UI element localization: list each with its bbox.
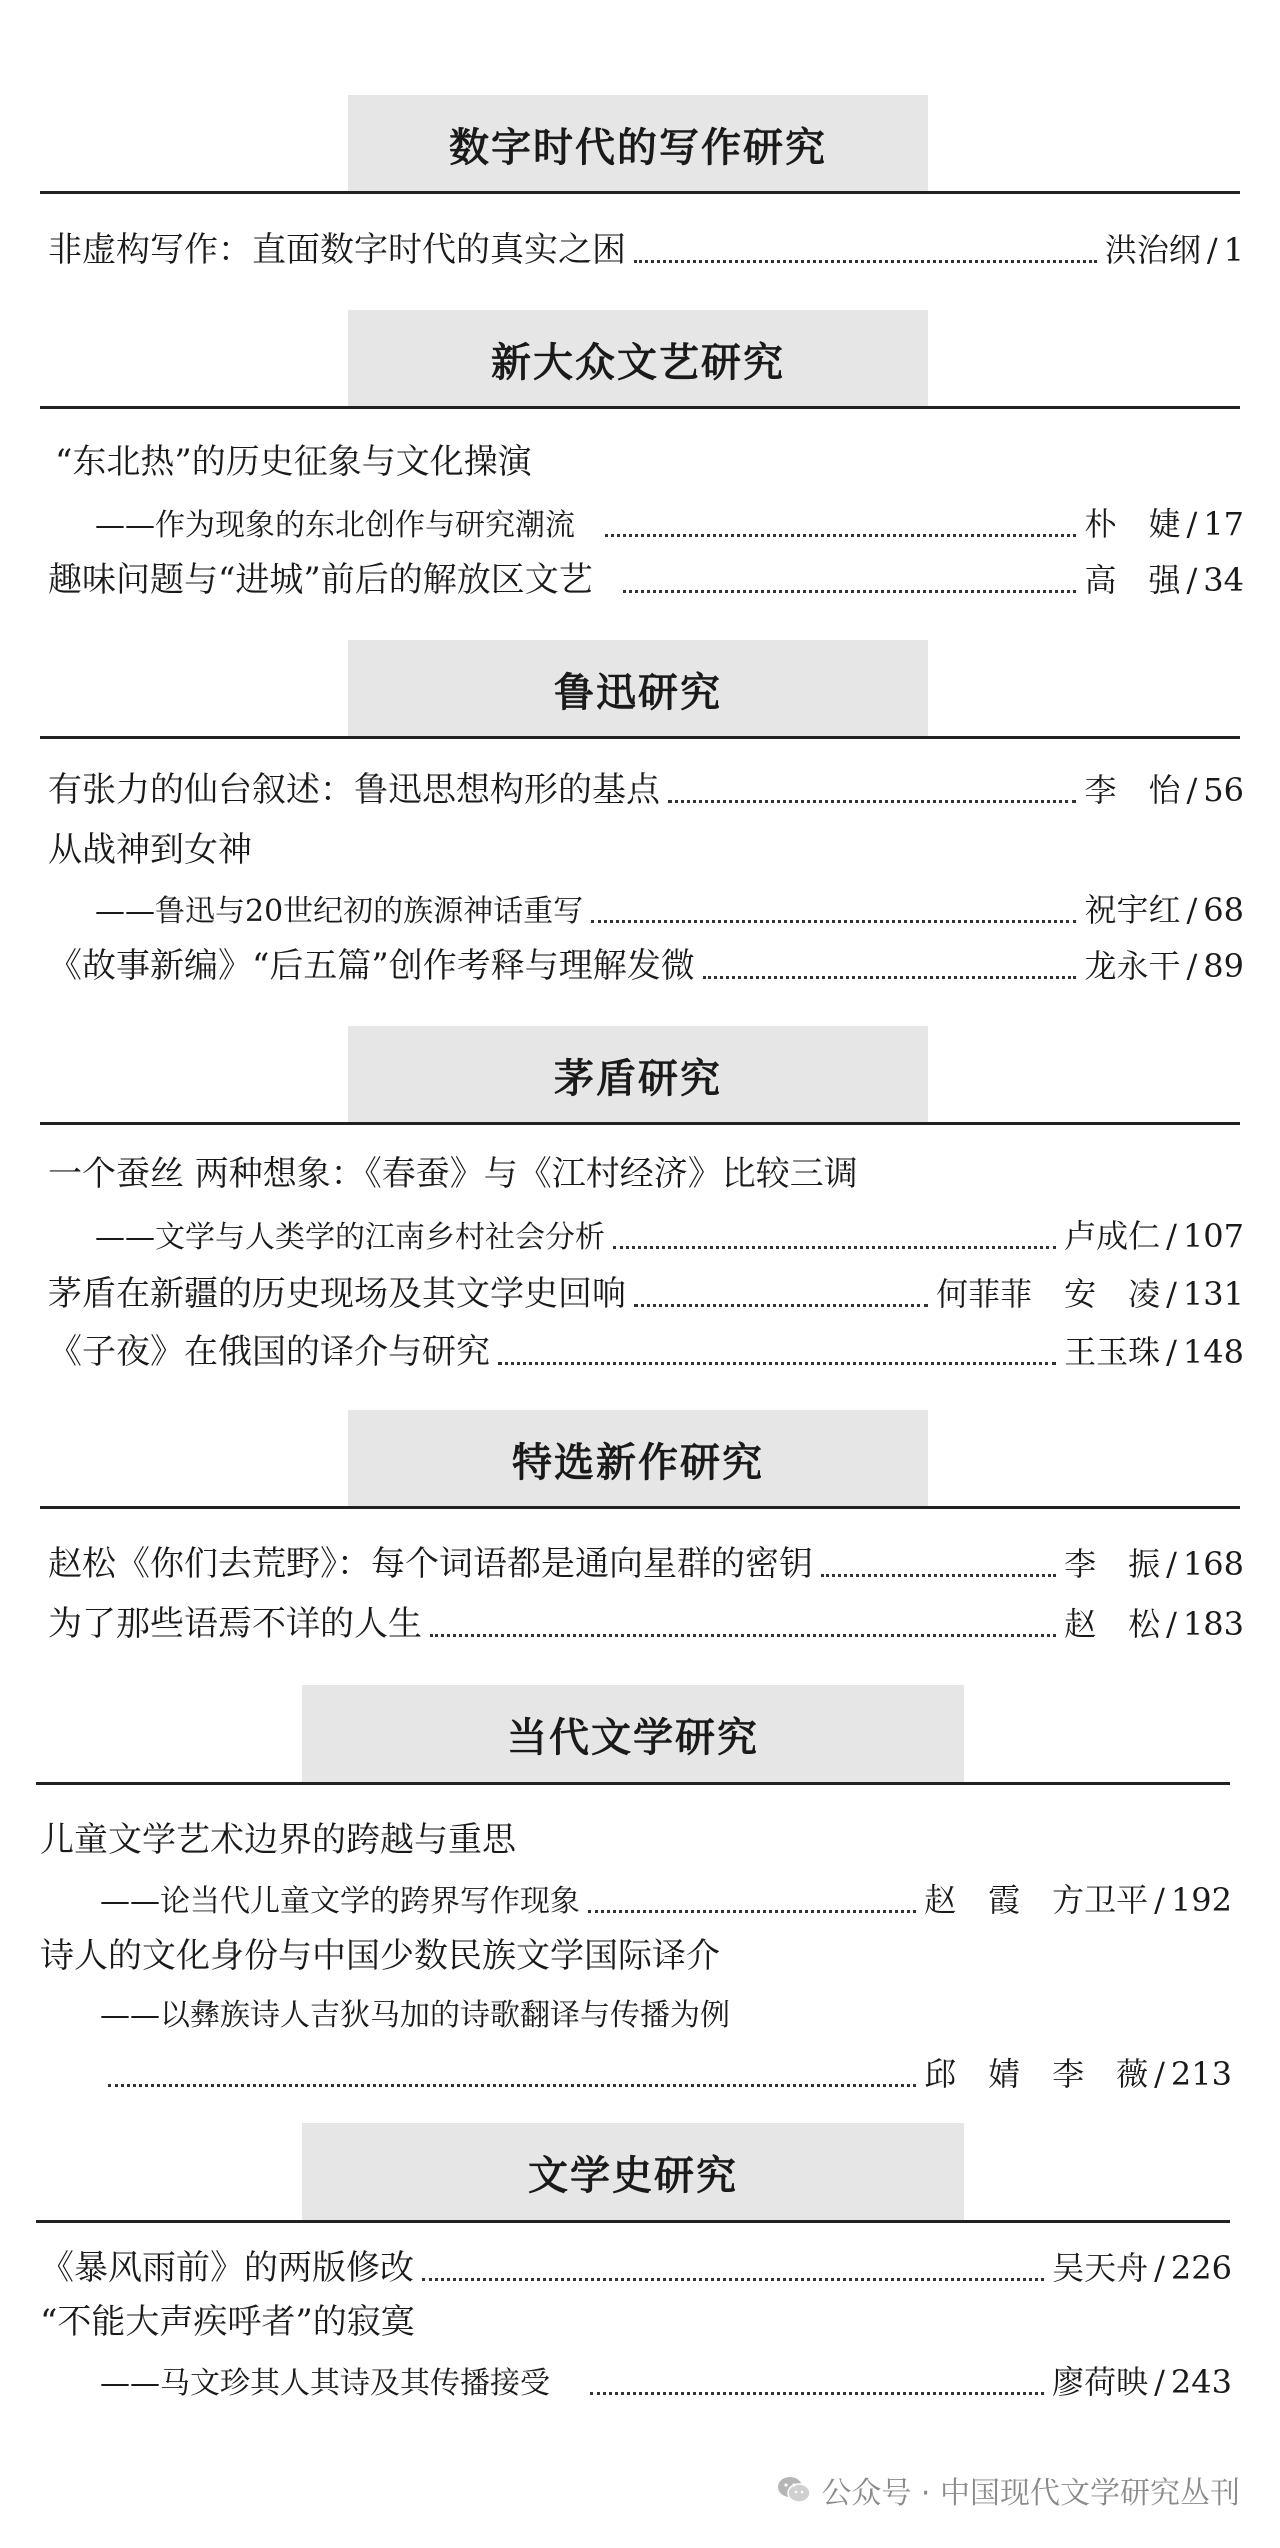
entry-page: 89 <box>1203 947 1244 985</box>
separator: / <box>1166 1333 1177 1371</box>
toc-entry[interactable] <box>48 1330 1244 1374</box>
section-rule <box>36 1782 1230 1785</box>
entry-page: 68 <box>1203 891 1244 929</box>
entry-title[interactable]: “东北热”的历史征象与文化操演 <box>55 442 532 482</box>
section-rule <box>40 191 1240 194</box>
leader-dots <box>588 1910 916 1913</box>
section-rule <box>36 2220 1230 2223</box>
leader-dots <box>613 1246 1056 1249</box>
entry-author: 祝宇红 <box>1084 891 1181 929</box>
leader-dots <box>634 1304 928 1307</box>
entry-title: 《故事新编》“后五篇”创作考释与理解发微 <box>48 946 695 986</box>
entry-author: 洪治纲 <box>1104 231 1201 269</box>
entry-page: 107 <box>1182 1217 1244 1255</box>
leader-dots <box>668 800 1076 803</box>
section-heading: 文学史研究 <box>302 2123 964 2221</box>
toc-entry[interactable] <box>100 2360 1232 2404</box>
leader-dots <box>634 260 1097 263</box>
toc-entry[interactable] <box>48 1542 1244 1586</box>
entry-subtitle: ——论当代儿童文学的跨界写作现象 <box>100 1884 580 1919</box>
separator: / <box>1154 2249 1165 2287</box>
separator: / <box>1186 771 1198 809</box>
toc-entry[interactable] <box>108 2052 1232 2096</box>
entry-page: 168 <box>1182 1545 1244 1583</box>
entry-title: 茅盾在新疆的历史现场及其文学史回响 <box>48 1274 626 1314</box>
section-rule <box>40 406 1240 409</box>
entry-title: 有张力的仙台叙述：鲁迅思想构形的基点 <box>48 770 660 810</box>
toc-entry[interactable] <box>48 228 1244 272</box>
entry-author: 赵 松 <box>1064 1605 1161 1643</box>
wechat-icon <box>777 2476 811 2504</box>
entry-title[interactable]: “不能大声疾呼者”的寂寞 <box>40 2302 415 2342</box>
separator: / <box>1186 505 1198 543</box>
entry-author: 龙永干 <box>1084 947 1181 985</box>
entry-author: 李 怡 <box>1084 771 1181 809</box>
section-rule <box>40 1506 1240 1509</box>
entry-page: 183 <box>1182 1605 1244 1643</box>
entry-subtitle: ——马文珍其人其诗及其传播接受 <box>100 2366 550 2401</box>
section-heading: 新大众文艺研究 <box>348 310 928 408</box>
toc-entry[interactable] <box>48 558 1244 602</box>
toc-entry[interactable] <box>48 1602 1244 1646</box>
entry-author: 王玉珠 <box>1064 1333 1161 1371</box>
section-heading: 特选新作研究 <box>348 1410 928 1508</box>
separator: / <box>1154 1881 1165 1919</box>
entry-title: 为了那些语焉不详的人生 <box>48 1604 422 1644</box>
entry-page: 17 <box>1203 505 1244 543</box>
entry-subtitle: ——作为现象的东北创作与研究潮流 <box>95 508 575 543</box>
separator: / <box>1166 1605 1177 1643</box>
section-heading: 鲁迅研究 <box>348 640 928 738</box>
section-heading: 茅盾研究 <box>348 1026 928 1124</box>
leader-dots <box>623 590 1077 593</box>
entry-page: 56 <box>1203 771 1244 809</box>
toc-entry[interactable] <box>95 502 1244 546</box>
separator: / <box>1166 1217 1177 1255</box>
entry-page: 148 <box>1182 1333 1244 1371</box>
leader-dots <box>590 2392 1044 2395</box>
separator: / <box>1206 231 1218 269</box>
section-rule <box>40 1122 1240 1125</box>
toc-entry[interactable] <box>95 1214 1244 1258</box>
entry-page: 131 <box>1182 1275 1244 1313</box>
entry-title[interactable]: 诗人的文化身份与中国少数民族文学国际译介 <box>40 1936 720 1976</box>
leader-dots <box>430 1634 1056 1637</box>
entry-author: 邱 婧 李 薇 <box>924 2055 1149 2093</box>
section-heading: 数字时代的写作研究 <box>348 95 928 193</box>
entry-author: 赵 霞 方卫平 <box>924 1881 1149 1919</box>
entry-page: 34 <box>1203 561 1244 599</box>
entry-author: 李 振 <box>1064 1545 1161 1583</box>
watermark-label: 公众号 · 中国现代文学研究丛刊 <box>821 2476 1240 2511</box>
toc-entry[interactable] <box>100 1878 1232 1922</box>
toc-entry[interactable] <box>95 888 1244 932</box>
leader-dots <box>605 534 1076 537</box>
leader-dots <box>821 1574 1056 1577</box>
leader-dots <box>422 2278 1044 2281</box>
toc-entry[interactable] <box>48 1272 1244 1316</box>
separator: / <box>1154 2055 1165 2093</box>
entry-author: 廖荷映 <box>1052 2363 1149 2401</box>
leader-dots <box>703 976 1077 979</box>
entry-title[interactable]: 一个蚕丝 两种想象：《春蚕》与《江村经济》比较三调 <box>48 1154 858 1194</box>
entry-subtitle: ——鲁迅与20世纪初的族源神话重写 <box>95 894 584 929</box>
entry-author: 吴天舟 <box>1052 2249 1149 2287</box>
separator: / <box>1154 2363 1165 2401</box>
entry-author: 朴 婕 <box>1084 505 1181 543</box>
entry-page: 192 <box>1170 1881 1232 1919</box>
separator: / <box>1166 1545 1177 1583</box>
section-heading: 当代文学研究 <box>302 1685 964 1783</box>
separator: / <box>1166 1275 1177 1313</box>
toc-entry[interactable] <box>48 944 1244 988</box>
leader-dots <box>108 2084 916 2087</box>
entry-title[interactable]: 从战神到女神 <box>48 830 252 870</box>
entry-title: 趣味问题与“进城”前后的解放区文艺 <box>48 560 593 600</box>
wechat-watermark <box>777 2468 1240 2512</box>
toc-entry[interactable] <box>40 2246 1232 2290</box>
separator: / <box>1186 561 1198 599</box>
entry-title: 赵松《你们去荒野》：每个词语都是通向星群的密钥 <box>48 1544 813 1584</box>
entry-title[interactable]: 儿童文学艺术边界的跨越与重思 <box>40 1820 516 1860</box>
section-rule <box>40 736 1240 739</box>
entry-page: 213 <box>1170 2055 1232 2093</box>
entry-author: 高 强 <box>1084 561 1181 599</box>
entry-title: 非虚构写作：直面数字时代的真实之困 <box>48 230 626 270</box>
entry-title: 《暴风雨前》的两版修改 <box>40 2248 414 2288</box>
entry-subtitle: ——以彝族诗人吉狄马加的诗歌翻译与传播为例 <box>100 1998 730 2033</box>
leader-dots <box>498 1362 1056 1365</box>
entry-author: 何菲菲 安 凌 <box>936 1275 1161 1313</box>
separator: / <box>1186 891 1198 929</box>
entry-page: 226 <box>1170 2249 1232 2287</box>
entry-page: 1 <box>1223 231 1244 269</box>
entry-page: 243 <box>1170 2363 1232 2401</box>
leader-dots <box>591 920 1076 923</box>
entry-author: 卢成仁 <box>1064 1217 1161 1255</box>
entry-title: 《子夜》在俄国的译介与研究 <box>48 1332 490 1372</box>
toc-entry[interactable] <box>48 768 1244 812</box>
separator: / <box>1186 947 1198 985</box>
entry-subtitle: ——文学与人类学的江南乡村社会分析 <box>95 1220 605 1255</box>
